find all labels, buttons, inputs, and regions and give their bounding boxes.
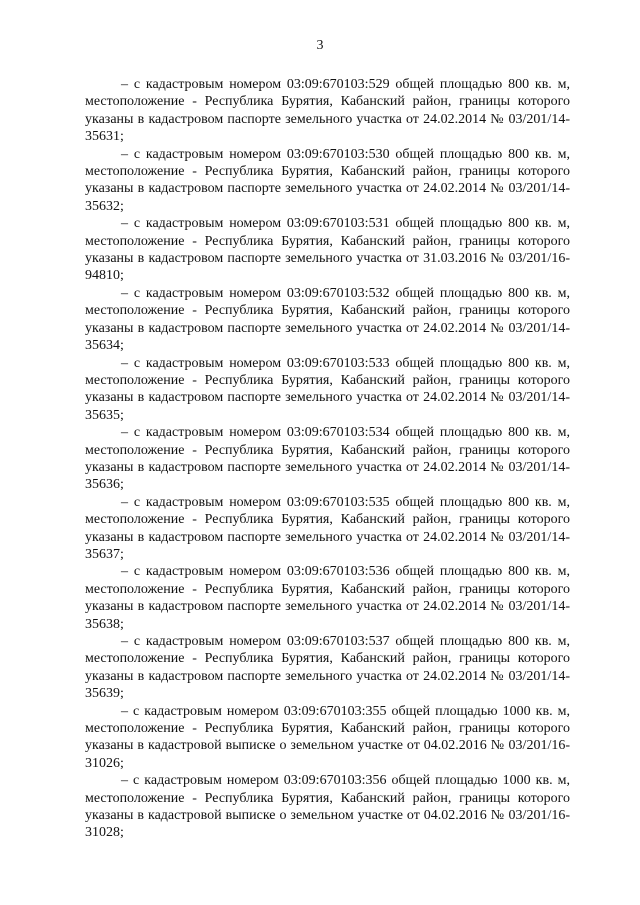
list-item: – с кадастровым номером 03:09:670103:355 общей площадью 1000 кв. м, местоположение - Республика Бурятия, Кабанский район, границы которого указаны в кадастровой выписке о земельном участке от 04.02.2016 № 03/201/16-31026; [85,703,570,771]
list-item: – с кадастровым номером 03:09:670103:533 общей площадью 800 кв. м, местоположение - Республика Бурятия, Кабанский район, границы которого указаны в кадастровом паспорте земельного участка от 24.02.2014 № 03/201/14-35635; [85,355,570,423]
list-item: – с кадастровым номером 03:09:670103:530 общей площадью 800 кв. м, местоположение - Республика Бурятия, Кабанский район, границы которого указаны в кадастровом паспорте земельного участка от 24.02.2014 № 03/201/14-35632; [85,146,570,214]
list-item: – с кадастровым номером 03:09:670103:535 общей площадью 800 кв. м, местоположение - Республика Бурятия, Кабанский район, границы которого указаны в кадастровом паспорте земельного участка от 24.02.2014 № 03/201/14-35637; [85,494,570,562]
list-item: – с кадастровым номером 03:09:670103:356 общей площадью 1000 кв. м, местоположение - Республика Бурятия, Кабанский район, границы которого указаны в кадастровой выписке о земельном участке от 04.02.2016 № 03/201/16-31028; [85,773,570,841]
list-item: – с кадастровым номером 03:09:670103:531 общей площадью 800 кв. м, местоположение - Республика Бурятия, Кабанский район, границы которого указаны в кадастровом паспорте земельного участка от 31.03.2016 № 03/201/16-94810; [85,216,570,284]
list-item: – с кадастровым номером 03:09:670103:529 общей площадью 800 кв. м, местоположение - Республика Бурятия, Кабанский район, границы которого указаны в кадастровом паспорте земельного участка от 24.02.2014 № 03/201/14-35631; [85,77,570,145]
list-item: – с кадастровым номером 03:09:670103:534 общей площадью 800 кв. м, местоположение - Республика Бурятия, Кабанский район, границы которого указаны в кадастровом паспорте земельного участка от 24.02.2014 № 03/201/14-35636; [85,425,570,493]
list-item: – с кадастровым номером 03:09:670103:532 общей площадью 800 кв. м, местоположение - Республика Бурятия, Кабанский район, границы которого указаны в кадастровом паспорте земельного участка от 24.02.2014 № 03/201/14-35634; [85,285,570,354]
list-item: – с кадастровым номером 03:09:670103:536 общей площадью 800 кв. м, местоположение - Республика Бурятия, Кабанский район, границы которого указаны в кадастровом паспорте земельного участка от 24.02.2014 № 03/201/14-35638; [85,564,570,632]
list-item: – с кадастровым номером 03:09:670103:537 общей площадью 800 кв. м, местоположение - Республика Бурятия, Кабанский район, границы которого указаны в кадастровом паспорте земельного участка от 24.02.2014 № 03/201/14-35639; [85,634,570,702]
document-body [85,76,570,842]
page-number: 3 [316,38,324,53]
